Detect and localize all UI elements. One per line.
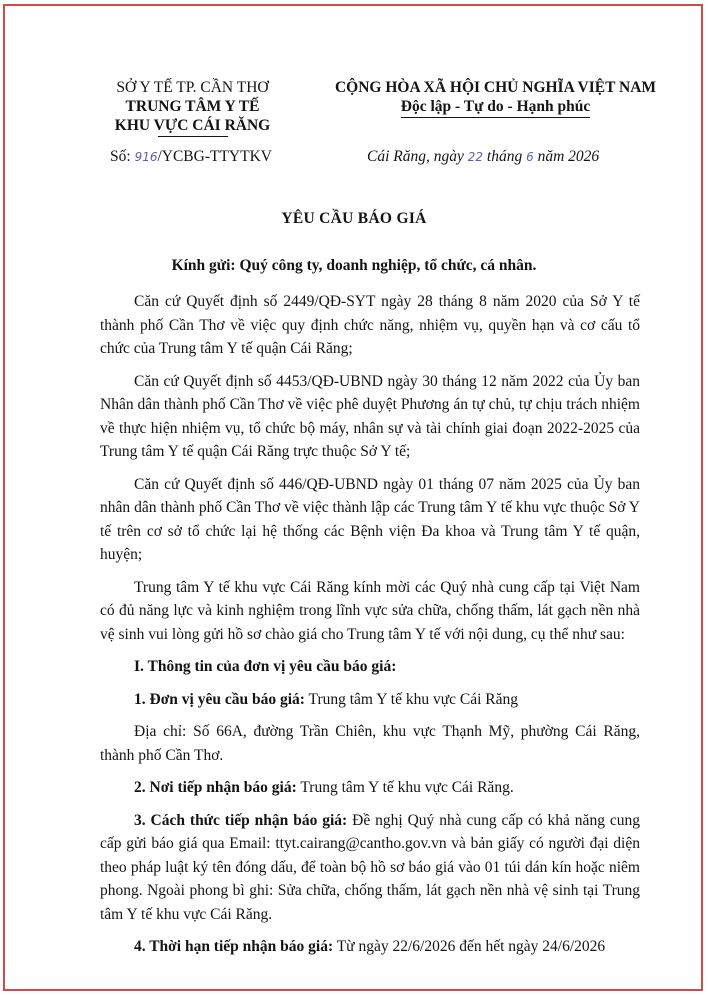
item-requester: [100, 688, 640, 712]
recipient-value: Quý công ty, doanh nghiệp, tổ chức, cá nhân.: [239, 257, 537, 274]
date-prefix: Cái Răng, ngày: [367, 148, 464, 165]
item-deadline-value: Từ ngày 22/6/2026 đến hết ngày 24/6/2026: [336, 938, 606, 955]
item-method: [100, 809, 640, 927]
document-title: YÊU CẦU BÁO GIÁ: [281, 210, 427, 227]
docno-handwritten: 916: [134, 150, 158, 164]
recipient-label: Kính gửi:: [171, 257, 236, 274]
item-requester-label: 1. Đơn vị yêu cầu báo giá:: [134, 690, 305, 708]
paragraph-invitation: Trung tâm Y tế khu vực Cái Răng kính mời các Quý nhà cung cấp tại Việt Nam có đủ năng lực và kinh nghiệm trong lĩnh vực sửa chữa, chống thấm, lát gạch nền nhà vệ sinh vui lòng gửi hồ sơ chào giá cho Trung tâm Y tế với nội dung, cụ thể như sau:: [100, 578, 640, 643]
org-name-line2: KHU VỰC CÁI RĂNG: [114, 117, 271, 134]
issue-date: [367, 148, 599, 166]
date-day-handwritten: 22: [467, 150, 484, 164]
org-underline: [158, 136, 228, 137]
nation-motto: Độc lập - Tự do - Hạnh phúc: [401, 97, 590, 118]
paragraph-legal-basis-3: Căn cứ Quyết định số 446/QĐ-UBND ngày 01 tháng 07 năm 2025 của Ủy ban nhân dân thành phố Cần Thơ về việc thành lập các Trung tâm Y tế khu vực thuộc Sở Y tế trên cơ sở tổ chức lại hệ thống các Bệnh viện Đa khoa và Trung tâm Y tế quận, huyện;: [100, 475, 640, 563]
item-method-value: Đề nghị Quý nhà cung cấp có khả năng cung cấp gửi báo giá qua Email: ttyt.cairang@cantho.gov.vn và bản giấy có người đại diện theo pháp luật ký tên đóng dấu, để toàn bộ hồ sơ báo giá vào 01 túi dán kín hoặc niêm phong. Ngoài phong bì ghi: Sửa chữa, chống thấm, lát gạch nền nhà vệ sinh tại Trung tâm Y tế khu vực Cái Răng.: [100, 811, 640, 923]
docno-suffix: /YCBG-TTYTKV: [157, 148, 272, 165]
item-receiver-label: 2. Nơi tiếp nhận báo giá:: [134, 779, 297, 796]
section-heading: I. Thông tin của đơn vị yêu cầu báo giá:: [134, 658, 397, 675]
item-method-label: 3. Cách thức tiếp nhận báo giá:: [134, 811, 348, 829]
item-receiver: [100, 776, 640, 800]
national-header: [318, 78, 673, 118]
item-receiver-value: Trung tâm Y tế khu vực Cái Răng.: [300, 779, 514, 796]
nation-name: CỘNG HÒA XÃ HỘI CHỦ NGHĨA VIỆT NAM: [334, 79, 657, 96]
org-name-line1: TRUNG TÂM Y TẾ: [125, 98, 260, 115]
docno-prefix: Số:: [110, 148, 131, 165]
date-month-handwritten: 6: [526, 150, 534, 164]
date-month-label: tháng: [486, 148, 523, 165]
paragraph-legal-basis-1: Căn cứ Quyết định số 2449/QĐ-SYT ngày 28 tháng 8 năm 2020 của Sở Y tế thành phố Cần Thơ về việc quy định chức năng, nhiệm vụ, quyền hạn và cơ cấu tổ chức của Trung tâm Y tế quận Cái Răng;: [100, 293, 640, 357]
date-year: năm 2026: [537, 148, 600, 165]
recipient-line: [0, 257, 708, 275]
item-deadline: [100, 935, 640, 959]
document-number: [110, 148, 272, 166]
item-address: Địa chỉ: Số 66A, đường Trần Chiên, khu vực Thạnh Mỹ, phường Cái Răng, thành phố Cần Thơ.: [100, 723, 640, 764]
paragraph-legal-basis-2: Căn cứ Quyết định số 4453/QĐ-UBND ngày 30 tháng 12 năm 2022 của Ủy ban Nhân dân thành phố Cần Thơ về việc phê duyệt Phương án tự chủ, tự chịu trách nhiệm về thực hiện nhiệm vụ, tổ chức bộ máy, nhân sự và tài chính giai đoạn 2022-2025 của Trung tâm Y tế quận Cái Răng trực thuộc Sở Y tế;: [100, 372, 640, 460]
item-deadline-label: 4. Thời hạn tiếp nhận báo giá:: [134, 938, 334, 955]
document-body: [100, 290, 640, 968]
item-requester-value: Trung tâm Y tế khu vực Cái Răng: [308, 690, 518, 708]
issuing-organization: [100, 78, 285, 137]
org-parent: SỞ Y TẾ TP. CẦN THƠ: [116, 79, 269, 96]
